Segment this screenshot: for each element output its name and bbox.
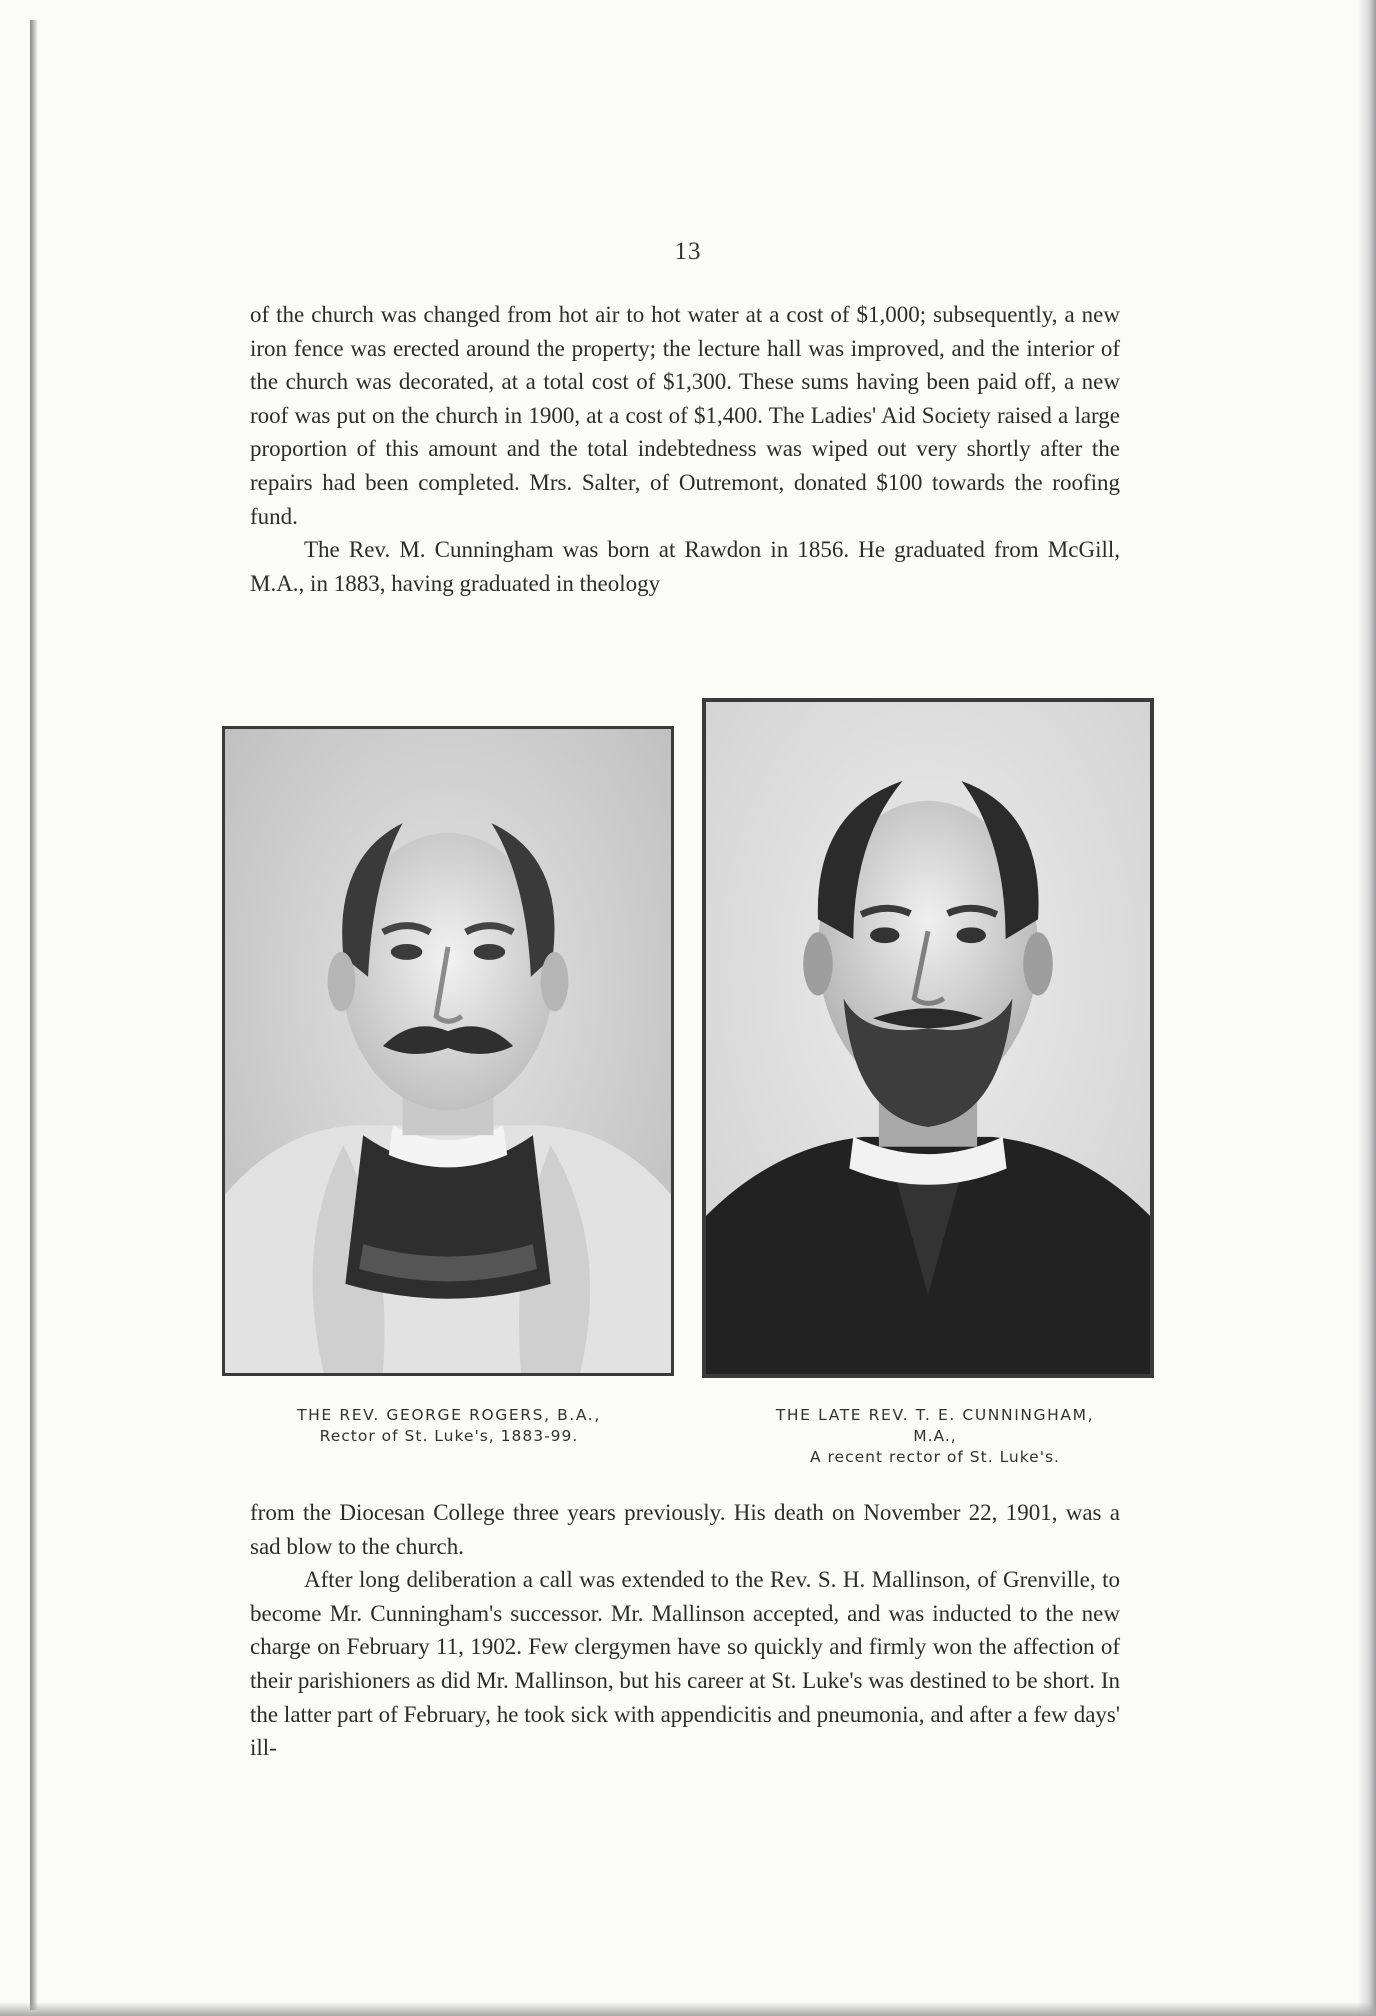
portrait-te-cunningham-image [706,702,1150,1374]
page-edge-shadow [1358,0,1376,2016]
portrait-george-rogers-image [225,729,671,1373]
paragraph-church-repairs: of the church was changed from hot air to hot water at a cost of $1,000; subsequently, a new iron fence was erected around the property; the lecture hall was improved, and the interior of the church was decorated, at a total cost of $1,300. These sums having been paid off, a new roof was put on the church in 1900, at a cost of $1,400. The Ladies' Aid Society raised a large proportion of this amount and the total indebtedness was wiped out very shortly after the repairs had been completed. Mrs. Salter, of Outremont, donated $100 towards the roofing fund. [250,302,1120,529]
portrait-te-cunningham [702,698,1154,1378]
page-number: 13 [674,238,702,265]
paragraph-mallinson: After long deliberation a call was extended to the Rev. S. H. Mallinson, of Grenville, to become Mr. Cunningham's successor. Mr. Mallinson accepted, and was inducted to the new charge on February 11, 1902. Few clergymen have so quickly and firmly won the affection of their parishioners as did Mr. Mallinson, but his career at St. Luke's was destined to be short. In the latter part of February, he took sick with appendicitis and pneumonia, and after a few days' ill- [250,1567,1120,1761]
caption-right-name: THE LATE REV. T. E. CUNNINGHAM, [775,1406,1095,1424]
paragraph-cunningham-death: from the Diocesan College three years previously. His death on November 22, 1901, was a sad blow to the church. [250,1500,1120,1559]
page-bottom-shadow [0,2002,1376,2016]
caption-right-degree: M.A., [913,1427,957,1445]
caption-left-subtitle: Rector of St. Luke's, 1883-99. [319,1427,579,1445]
page-gutter-shadow [30,20,38,2010]
portrait-george-rogers [222,726,674,1376]
body-text-top [250,298,1120,600]
caption-te-cunningham [690,1405,1180,1468]
caption-left-name: THE REV. GEORGE ROGERS, B.A., [297,1406,601,1424]
caption-george-rogers [218,1405,680,1447]
caption-right-subtitle: A recent rector of St. Luke's. [810,1448,1060,1466]
body-text-bottom [250,1496,1120,1765]
paragraph-cunningham-bio: The Rev. M. Cunningham was born at Rawdon in 1856. He graduated from McGill, M.A., in 1883, having graduated in theology [250,537,1120,596]
